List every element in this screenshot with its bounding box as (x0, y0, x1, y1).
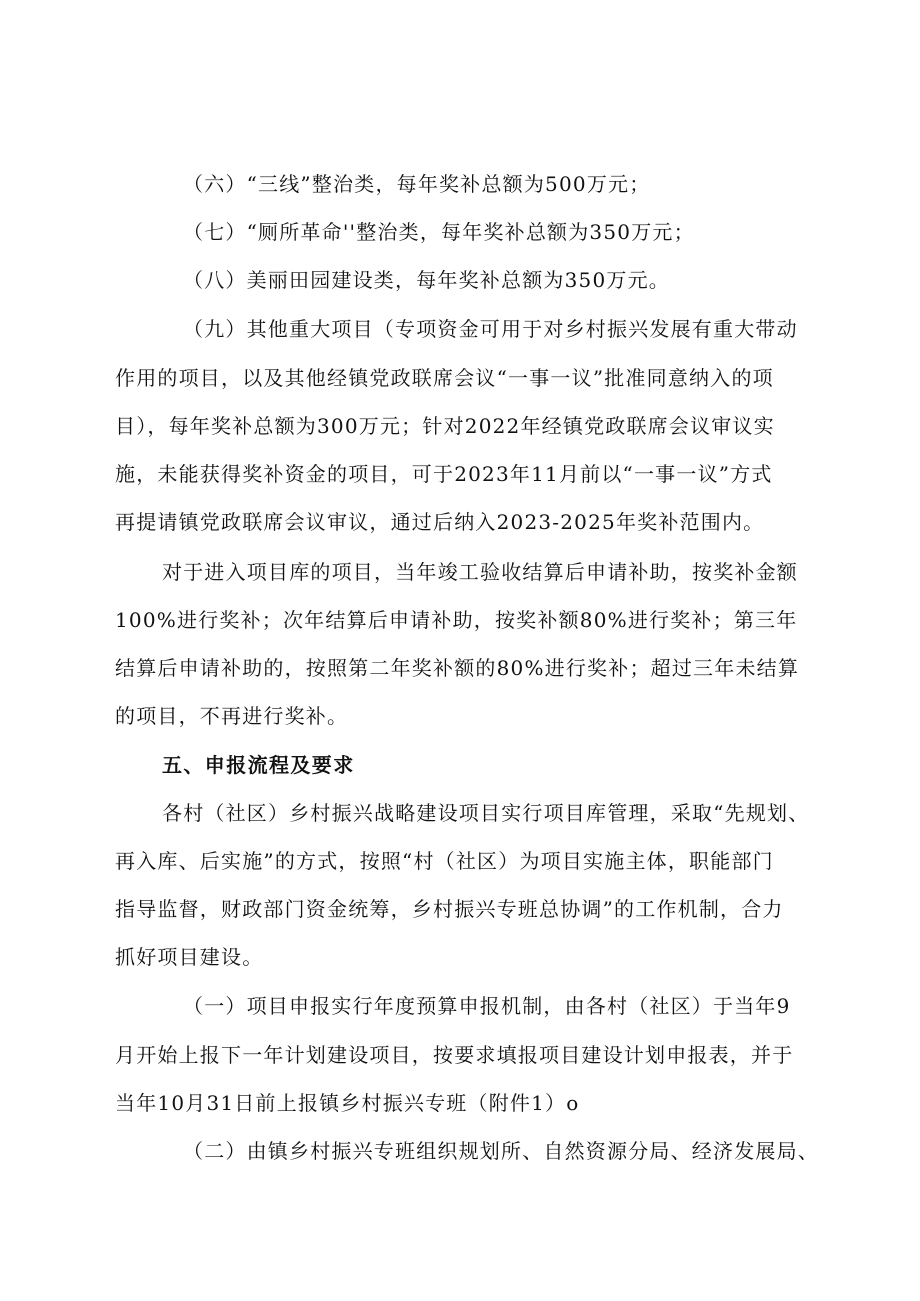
item-nine-line-4: 施，未能获得奖补资金的项目，可于2023年11月前以“一事一议”方式 (115, 462, 773, 486)
mechanism-line-2: 再入库、后实施”的方式，按照“村（社区）为项目实施主体，职能部门 (115, 849, 774, 873)
item-nine-line-5: 再提请镇党政联席会议审议，通过后纳入2023-2025年奖补范围内。 (115, 510, 765, 534)
mechanism-line-1: 各村（社区）乡村振兴战略建设项目实行项目库管理，采取“先规划、 (162, 801, 810, 825)
project-library-line-1: 对于进入项目库的项目，当年竣工验收结算后申请补助，按奖补金额 (162, 560, 798, 584)
item-nine-line-3: 目），每年奖补总额为300万元；针对2022年经镇党政联席会议审议实 (115, 414, 775, 438)
project-library-line-3: 结算后申请补助的，按照第二年奖补额的80%进行奖补；超过三年未结算 (115, 656, 800, 680)
mechanism-line-3: 指导监督，财政部门资金统筹，乡村振兴专班总协调”的工作机制，合力 (115, 897, 784, 921)
item-nine-line-1: （九）其他重大项目（专项资金可用于对乡村振兴发展有重大带动 (183, 317, 798, 341)
project-library-line-2: 100%进行奖补；次年结算后申请补助，按奖补额80%进行奖补；第三年 (115, 608, 798, 632)
item-seven-line: （七）“厕所革命''整治类，每年奖补总额为350万元； (183, 220, 695, 244)
item-six-line: （六）“三线”整治类，每年奖补总额为500万元； (183, 172, 651, 196)
project-library-line-4: 的项目，不再进行奖补。 (115, 704, 349, 728)
section-heading: 五、申报流程及要求 (162, 753, 355, 777)
mechanism-line-4: 抓好项目建设。 (115, 945, 264, 969)
item-nine-line-2: 作用的项目，以及其他经镇党政联席会议“一事一议”批准同意纳入的项 (115, 366, 774, 390)
step-one-line-3: 当年10月31日前上报镇乡村振兴专班（附件1）o (115, 1091, 580, 1115)
item-eight-line: （八）美丽田园建设类，每年奖补总额为350万元。 (183, 268, 670, 292)
step-two-line-1: （二）由镇乡村振兴专班组织规划所、自然资源分局、经济发展局、 (183, 1139, 819, 1163)
step-one-line-1: （一）项目申报实行年度预算申报机制，由各村（社区）于当年9 (183, 994, 791, 1018)
step-one-line-2: 月开始上报下一年计划建设项目，按要求填报项目建设计划申报表，并于 (115, 1043, 794, 1067)
